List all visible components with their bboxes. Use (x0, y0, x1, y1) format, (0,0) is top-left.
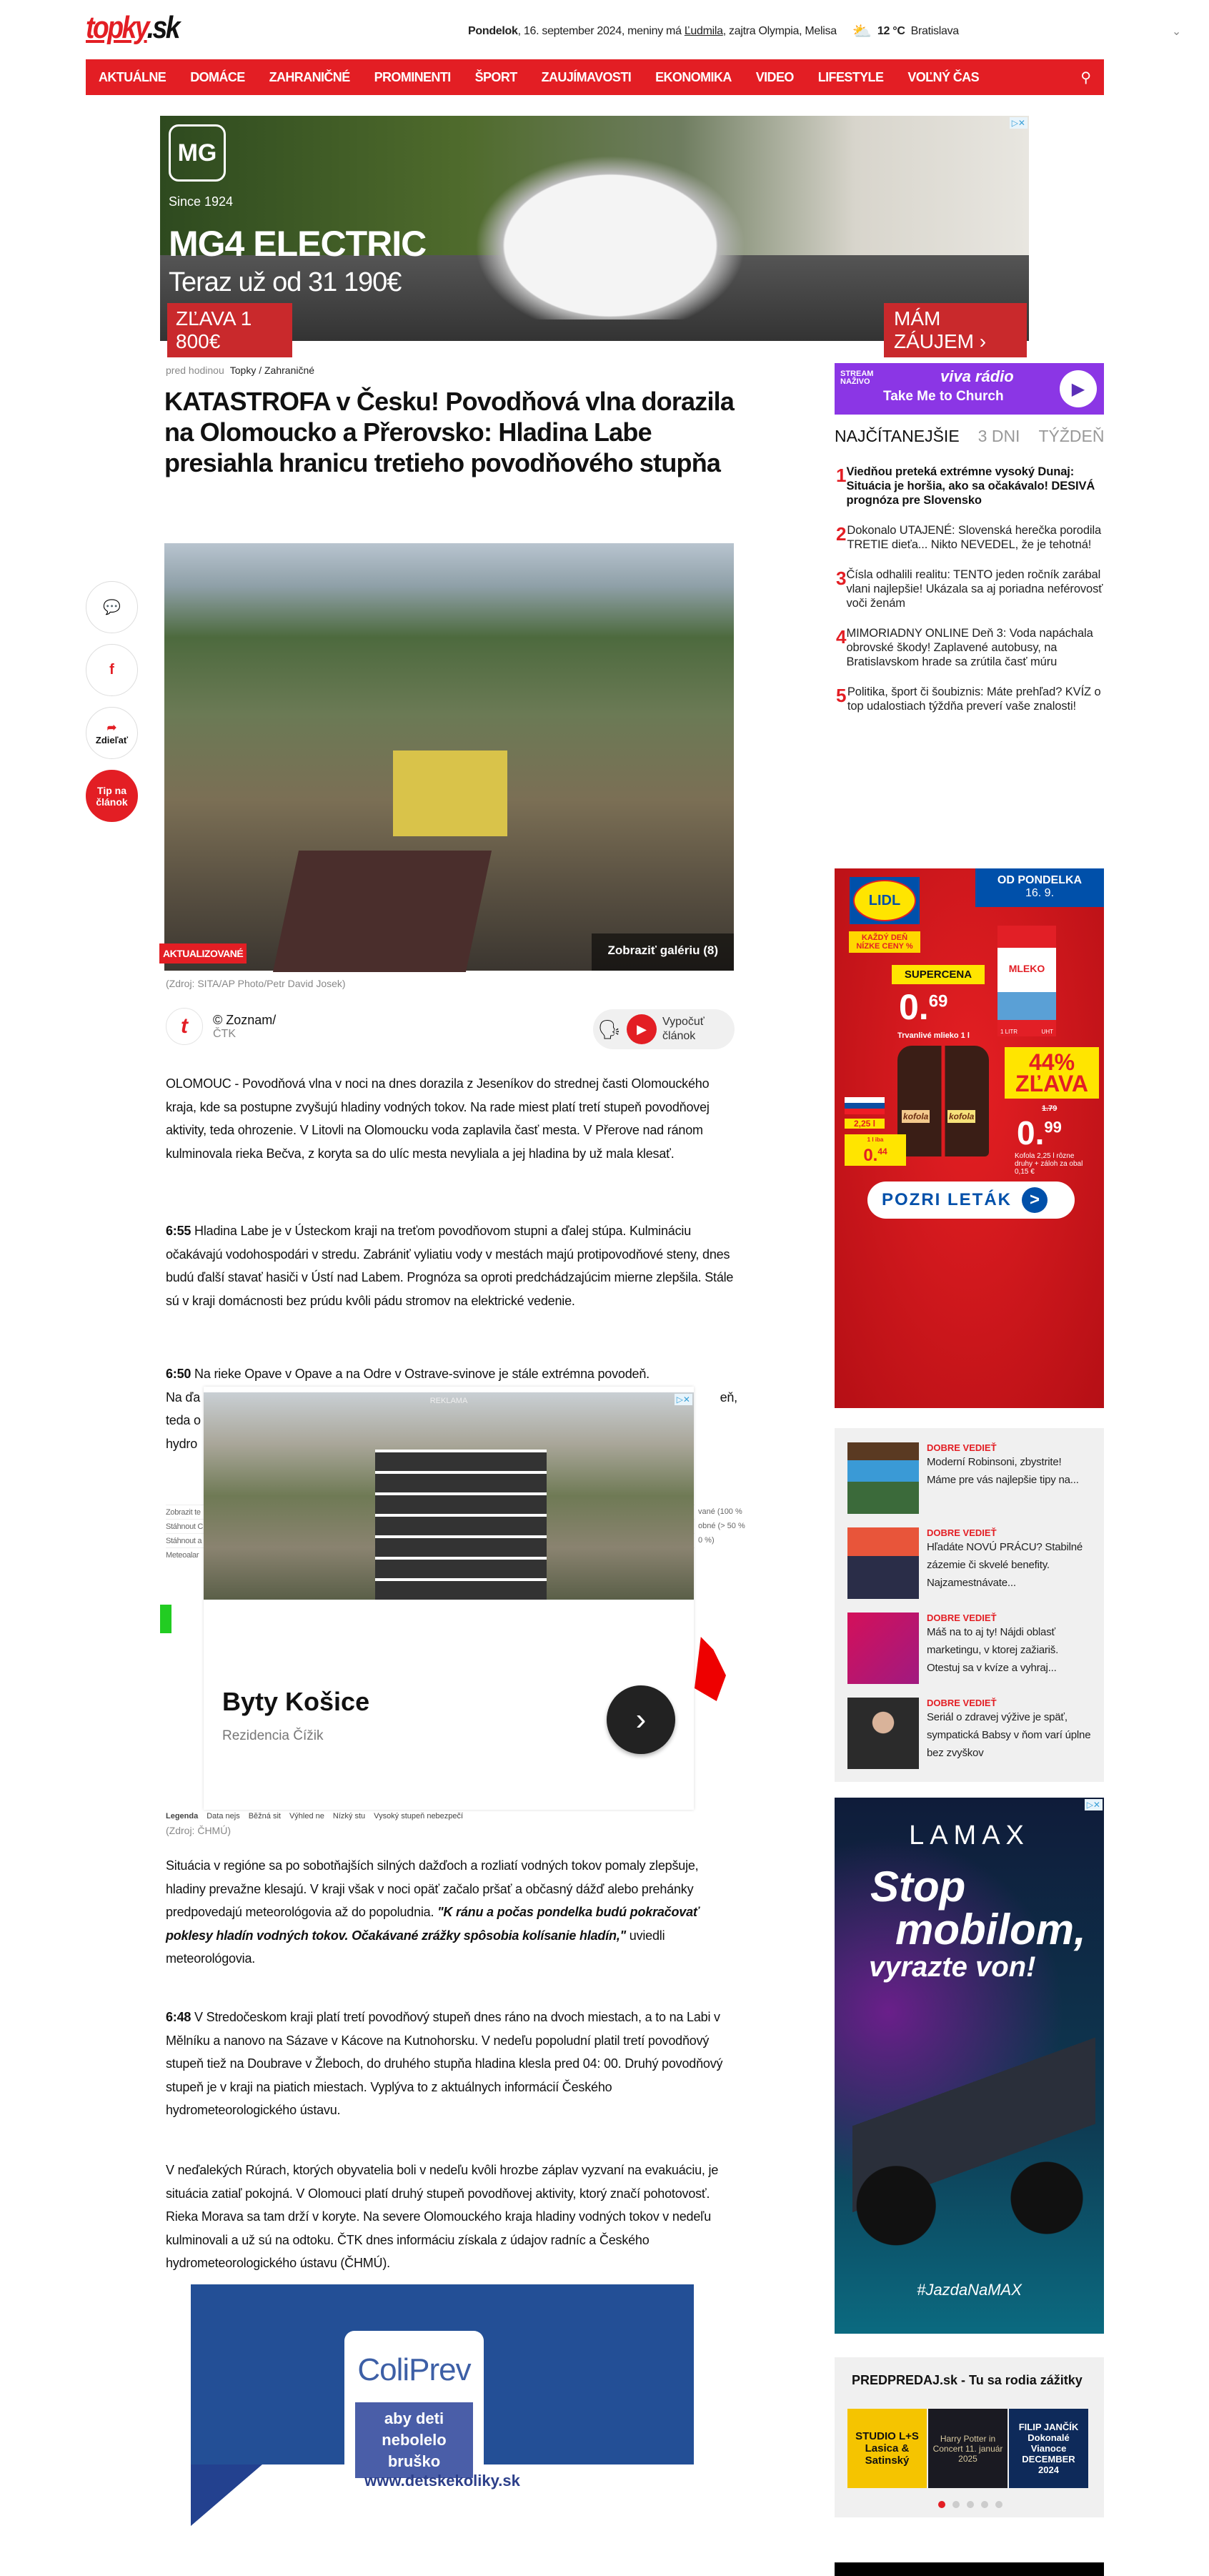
adchoices-close-icon[interactable]: ▷✕ (675, 1394, 692, 1405)
ad-brand: ColiPrev (357, 2352, 471, 2387)
ad-cta-button[interactable]: MÁM ZÁUJEM › (884, 303, 1027, 357)
price-milk (899, 986, 947, 1028)
nav-item-ekonomika[interactable]: EKONOMIKA (655, 69, 732, 84)
article-photo[interactable] (164, 543, 734, 971)
map-legend-text: vané (100 % (698, 1507, 742, 1516)
photo-house (393, 750, 507, 836)
speaking-head-icon: 🗣 (597, 1018, 622, 1040)
from-label: OD PONDELKA (997, 874, 1083, 886)
tip-label: Tip na článok (96, 784, 128, 808)
breadcrumb[interactable]: Topky / Zahraničné (229, 365, 315, 376)
map-link[interactable]: Stáhnout a (166, 1533, 695, 1545)
price-dec: 44 (877, 1146, 887, 1156)
carousel-dot[interactable] (938, 2501, 945, 2508)
legend-title: Legenda (166, 1812, 199, 1820)
ad-subline: Teraz už od 31 190€ (169, 267, 402, 297)
promo-thumbnail (847, 1698, 919, 1769)
milk-brand: MLEKO (1008, 963, 1045, 974)
quote: "K ránu a počas pondelka budú pokračovať poklesy hladín vodných tokov. Očakávané zrážky spôsobia kolísanie hladín," (166, 1905, 700, 1943)
lamax-ad[interactable] (835, 1798, 1104, 2334)
facebook-button[interactable] (86, 644, 138, 696)
nav-item-zaujimavosti[interactable]: ZAUJÍMAVOSTI (541, 69, 632, 84)
building (375, 1450, 547, 1600)
map-region-red (695, 1637, 726, 1701)
list-item[interactable] (835, 523, 1104, 552)
old-price: 1.79 (1042, 1104, 1058, 1113)
article-paragraph (166, 1219, 737, 1312)
price-dec: 99 (1044, 1118, 1062, 1136)
nav-item-zahranicne[interactable]: ZAHRANIČNÉ (269, 69, 350, 84)
headline-link[interactable]: Dokonalo UTAJENÉ: Slovenská herečka porodila TRETIE dieťa... Nikto NEVEDEL, že je tehotná! (847, 524, 1102, 551)
promo-title: Moderní Robinsoni, zbystrite! Máme pre vás najlepšie tipy na... (927, 1456, 1079, 1486)
per-liter-label: 1 l iba (867, 1136, 884, 1143)
adchoices-close-icon[interactable]: ▷✕ (1010, 117, 1028, 129)
partly-cloudy-icon: ⛅ (852, 22, 872, 40)
tomorrow-names: , zajtra Olympia, Melisa (722, 25, 837, 37)
paragraph-text: Hladina Labe je v Ústeckom kraji na treťom povodňovom stupni a ďalej stúpa. Kulmináciu očakávajú vodohospodári v stredu. Zabrániť vyliatiu vody v mestách majú protipovodňové steny, dnes budú ďalší stavať hasiči v Ústí nad Labem. Prognóza sa oproti predchádzajúcim mierne zlepšila. Stále sú v kraji domácnosti bez prúdu kvôli pádu stromov na elektrické vedenie. (166, 1224, 734, 1308)
carousel-dots (938, 2501, 1002, 2508)
promo-thumbnail (847, 1527, 919, 1599)
logo-part: top (86, 10, 122, 45)
promo-item[interactable] (847, 1442, 1091, 1514)
author-name: © Zoznam/ (213, 1012, 277, 1027)
carousel-dot[interactable] (967, 2501, 974, 2508)
widget-title[interactable]: PREDPREDAJ.sk - Tu sa rodia zážitky (852, 2373, 1083, 2387)
rank: 3 (836, 568, 847, 589)
nav-item-volny-cas[interactable]: VOĽNÝ ČAS (907, 69, 979, 84)
radio-brand: viva rádio (940, 367, 1014, 385)
nav-item-domace[interactable]: DOMÁCE (190, 69, 245, 84)
map-legend (166, 1812, 463, 1821)
play-icon: ▶ (627, 1014, 657, 1044)
published-time: pred hodinou (166, 365, 224, 376)
nav-item-lifestyle[interactable]: LIFESTYLE (817, 69, 884, 84)
chevron-down-icon[interactable]: ⌄ (1171, 26, 1181, 38)
discount-badge: 44% ZĽAVA (1005, 1047, 1099, 1099)
tab-najcitanejsie[interactable]: NAJČÍTANEJŠIE (835, 427, 960, 445)
paragraph-text: hydro (166, 1436, 198, 1451)
paragraph-text: Situácia v regióne sa po sobotňajších silných dažďoch a rozliatí vodných tokov pomaly zlepšuje, hladiny prevažne klesajú. V kraji však v noci opäť začalo pršať a občasný dážď alebo prehánky predpovedajú meteorológovia až do popoludnia. (166, 1858, 699, 1919)
map-link[interactable]: Meteoalar (166, 1547, 695, 1560)
headline-link[interactable]: MIMORIADNY ONLINE Deň 3: Voda napáchala obrovské škody! Zaplavené autobusy, na Bratislavskom hrade sa zrútila časť múru (846, 627, 1093, 668)
play-icon[interactable]: ▶ (1060, 370, 1097, 407)
mg-logo: MG (169, 124, 226, 182)
article-title: KATASTROFA v Česku! Povodňová vlna dorazila na Olomoucko a Přerovsko: Hladina Labe presiahla hranicu tretieho povodňového stupňa (164, 387, 735, 477)
product-name: Kofola 2,25 l rôzne druhy + záloh za obal 0,15 € (1015, 1152, 1083, 1176)
ad-title: Byty Košice (222, 1687, 370, 1716)
article-meta (166, 365, 314, 376)
city-select[interactable]: Bratislava (910, 25, 959, 37)
update-time: 6:48 (166, 2010, 191, 2024)
main-nav (86, 59, 1104, 95)
map-link[interactable]: Stáhnout C (166, 1519, 695, 1531)
ad-card (344, 2331, 484, 2470)
author-agency: ČTK (213, 1027, 236, 1040)
facebook-icon: f (109, 662, 114, 678)
promo-kicker: DOBRE VEDIEŤ (927, 1527, 997, 1538)
listen-label: Vypočuť článok (662, 1016, 705, 1042)
promo-item[interactable] (847, 1527, 1091, 1599)
rank: 4 (836, 626, 847, 648)
ad-headline: mobilom, (895, 1906, 1086, 1953)
nav-item-video[interactable]: VIDEO (755, 69, 794, 84)
ad-since: Since 1924 (169, 194, 234, 209)
ad-headline: MG4 ELECTRIC (169, 224, 427, 264)
mg-banner-ad[interactable] (160, 116, 1029, 352)
next-widget (835, 2562, 1104, 2576)
overlay-ad[interactable] (204, 1387, 694, 1810)
nameday-link[interactable]: Ľudmila (684, 25, 723, 37)
lidl-date-box (975, 868, 1104, 907)
tab-tyzden[interactable]: TÝŽDEŇ (1038, 427, 1105, 445)
comment-icon: 💬 (103, 600, 121, 615)
price-int: 0. (1017, 1114, 1045, 1151)
from-date: 16. 9. (1025, 887, 1055, 899)
coliprev-ad[interactable] (191, 2284, 694, 2527)
update-time: 6:50 (166, 1367, 191, 1381)
event-card[interactable]: Harry Potter in Concert 11. január 2025 (928, 2409, 1007, 2488)
paragraph-text: Na rieke Opave v Opave a na Odre v Ostrave-svinove je stále extrémna povodeň. (191, 1367, 650, 1381)
ad-headline: vyrazte von! (869, 1951, 1036, 1983)
article-paragraph: OLOMOUC - Povodňová vlna v noci na dnes dorazila z Jeseníkov do strednej časti Olomouckého kraja, kde sa postupne zvyšujú hladiny vodných tokov. Na rade miest platí tretí stupeň povodňovej aktivity, teda ohrozenie. V Litovli na Olomoucku voda zaplavila časť mesta. V Přerove nad ránom kulminovala rieka Bečva, z koryta sa do ulíc mesta nevyliala a jej hladina by už mala klesať. (166, 1076, 710, 1161)
tip-button[interactable] (86, 770, 138, 822)
date: , 16. september 2024, meniny má (517, 25, 685, 37)
site-logo[interactable] (86, 10, 179, 46)
photo-source: (Zdroj: SITA/AP Photo/Petr David Josek) (166, 978, 346, 989)
share-label: Zdieľať (95, 735, 129, 745)
map-link[interactable]: Zobrazit te (166, 1505, 695, 1517)
author-block (166, 1008, 276, 1045)
article-paragraph (166, 1854, 737, 1971)
promo-kicker: DOBRE VEDIEŤ (927, 1442, 997, 1453)
view-leaflet-button[interactable] (867, 1182, 1075, 1219)
bottle-label: kofola (903, 1111, 929, 1121)
share-button[interactable] (86, 707, 138, 759)
map-region-green (160, 1605, 171, 1633)
temperature: 12 °C (877, 25, 905, 37)
promo-thumbnail (847, 1442, 919, 1514)
legend-item: Vysoký stupeň nebezpečí (374, 1812, 464, 1820)
rank: 2 (836, 523, 847, 545)
ad-headline: Stop (870, 1863, 966, 1911)
lidl-ad[interactable] (835, 868, 1104, 1408)
carousel-dot[interactable] (995, 2501, 1002, 2508)
date-text (468, 25, 837, 38)
dobre-vediet-box (835, 1428, 1104, 1782)
photo-roof (273, 851, 492, 972)
ad-subtitle: Rezidencia Čížik (222, 1728, 324, 1743)
nav-item-aktualne[interactable]: AKTUÁLNE (99, 69, 166, 84)
price-int: 0. (863, 1146, 878, 1165)
carousel-dot[interactable] (952, 2501, 960, 2508)
bottle-label: kofola (949, 1111, 975, 1121)
promo-item[interactable] (847, 1613, 1091, 1684)
predpredaj-widget (835, 2357, 1104, 2517)
radio-player[interactable] (835, 363, 1104, 415)
paragraph-text: teda o (166, 1413, 201, 1427)
per-liter-price (845, 1134, 906, 1166)
ad-url[interactable]: www.detskekoliky.sk (364, 2472, 520, 2490)
logo-part: .sk (146, 10, 179, 45)
headline-link[interactable]: Politika, šport či šoubiznis: Máte prehľad? KVÍZ o top udalostiach týždňa preverí vaše znalosti! (847, 685, 1101, 713)
promo-kicker: DOBRE VEDIEŤ (927, 1698, 997, 1708)
milk-type: UHT (1041, 1029, 1053, 1035)
updated-badge: AKTUALIZOVANÉ (159, 943, 247, 963)
share-arrow-icon: ➦ (106, 722, 117, 734)
headline-link[interactable]: Čísla odhalili realitu: TENTO jeden ročník zarábal vlani najlepšie! Ukázala sa aj poriadna neférovosť voči ženám (846, 568, 1103, 610)
paragraph-text: V Stredočeskom kraji platí tretí povodňový stupeň dnes ráno na dvoch miestach, a to na Labi v Mělníku a nanovo na Sázave v Kácove na Kutnohorsku. V nedeľu popoludní platil tretí povodňový stupeň tiež na Doubrave v Žleboch, do druhého stupňa hladina klesla pred 04: 00. Druhý povodňový stupeň je v kraji na piatich miestach. Vyplýva to z aktuálnych informácií Českého hydrometeorologického ústavu. (166, 2010, 723, 2117)
paragraph-text: Na ďa (166, 1389, 201, 1405)
promo-kicker: DOBRE VEDIEŤ (927, 1613, 997, 1623)
author-avatar: t (166, 1008, 203, 1045)
supercena-label: SUPERCENA (892, 965, 985, 984)
map-legend-text: 0 %) (698, 1536, 715, 1545)
comments-button[interactable] (86, 581, 138, 633)
map-legend-text: obné (> 50 % (698, 1522, 745, 1530)
ad-car-image (474, 155, 746, 319)
promo-thumbnail (847, 1613, 919, 1684)
legend-item: Výhled ne (289, 1812, 324, 1820)
date-weather-bar (468, 22, 1181, 41)
most-read-list (835, 465, 1104, 729)
milk-carton-image (997, 926, 1056, 1036)
ad-brand: LAMAX (909, 1820, 1030, 1851)
list-item[interactable] (835, 626, 1104, 669)
share-rail (86, 581, 138, 822)
logo-part: ky (121, 10, 147, 45)
product-name: Trvanlivé mlieko 1 l (897, 1031, 970, 1040)
day: Pondelok (468, 25, 518, 37)
song-title: Take Me to Church (883, 389, 1004, 404)
ad-label: REKLAMA (429, 1397, 468, 1405)
list-item[interactable] (835, 685, 1104, 713)
headline-link[interactable]: Viedňou preteká extrémne vysoký Dunaj: Situácia je horšia, ako sa očakávalo! DESIVÁ prognóza pre Slovensko (846, 465, 1095, 507)
cta-label: POZRI LETÁK (882, 1190, 1012, 1209)
arrow-right-icon: > (1022, 1187, 1048, 1213)
kofola-bottles-image (897, 1046, 989, 1156)
ad-building-image (204, 1392, 694, 1600)
volume-badge: 2,25 l (845, 1119, 885, 1129)
live-label: STREAM NAŽIVO (840, 370, 874, 386)
legend-item: Běžná sit (248, 1812, 281, 1820)
gallery-button[interactable]: Zobraziť galériu (8) (592, 933, 734, 971)
rank: 1 (836, 465, 847, 486)
update-time: 6:55 (166, 1224, 191, 1238)
price-dec: 69 (928, 991, 948, 1011)
event-card[interactable]: STUDIO L+S Lasica & Satinský (847, 2409, 927, 2488)
list-item[interactable] (835, 568, 1104, 610)
lidl-logo-text: LIDL (853, 880, 916, 921)
promo-item[interactable] (847, 1698, 1091, 1769)
slovak-flag-icon (845, 1097, 885, 1114)
carousel-dot[interactable] (981, 2501, 988, 2508)
tab-3-dni[interactable]: 3 DNI (977, 427, 1020, 445)
chevron-right-icon[interactable]: › (607, 1685, 675, 1754)
price-kofola (1017, 1114, 1062, 1152)
search-icon[interactable]: ⚲ (1080, 70, 1091, 86)
event-card[interactable]: FILIP JANČÍK Dokonalé Vianoce DECEMBER 2024 (1009, 2409, 1088, 2488)
motorbike-image (852, 2005, 1095, 2262)
legend-item: Nízký stu (332, 1812, 366, 1820)
paragraph-text: eň, (720, 1389, 737, 1405)
most-read-tabs (835, 427, 1104, 446)
article-paragraph: V neďalekých Rúrach, ktorých obyvatelia boli v nedeľu kvôli hrozbe záplav vyzvaní na evakuáciu, je situácia zatiaľ pokojná. V Olomouci platí druhý stupeň povodňovej aktivity, ktorý značí pohotovosť. Rieka Morava sa tam drží v koryte. Na severe Olomouckého kraja hladiny vodných tokov v nedeľu kulminovali a už sú na odtoku. ČTK dnes informáciu získala z údajov radníc a Českého hydrometeorologického ústavu (ČHMÚ). (166, 2163, 719, 2270)
everyday-badge: KAŽDÝ DEŇ NÍZKE CENY % (849, 931, 920, 953)
article-paragraph (166, 2006, 737, 2122)
promo-title: Máš na to aj ty! Nájdi oblasť marketingu, v ktorej zažiariš. Otestuj sa v kvíze a vyhraj... (927, 1626, 1059, 1674)
nav-item-sport[interactable]: ŠPORT (474, 69, 517, 84)
nav-item-prominenti[interactable]: PROMINENTI (374, 69, 451, 84)
list-item[interactable] (835, 465, 1104, 507)
ad-tagline: aby deti nebolelo bruško (355, 2402, 473, 2478)
ad-hashtag: #JazdaNaMAX (917, 2281, 1022, 2299)
milk-volume: 1 LITR (1000, 1029, 1018, 1035)
paragraph-text: uviedli meteorológovia. (166, 1928, 665, 1966)
listen-article-button[interactable] (593, 1009, 735, 1049)
promo-title: Hľadáte NOVÚ PRÁCU? Stabilné zázemie či skvelé benefity. Najzamestnávate... (927, 1541, 1083, 1589)
legend-item: Data nejs (207, 1812, 240, 1820)
rank: 5 (836, 685, 847, 706)
lidl-logo (850, 877, 920, 924)
price-int: 0. (899, 987, 929, 1027)
map-source: (Zdroj: ČHMÚ) (166, 1825, 231, 1836)
ad-discount: ZĽAVA 1 800€ (167, 303, 292, 357)
promo-title: Seriál o zdravej výžive je späť, sympatická Babsy v ňom varí úplne bez zvyškov (927, 1711, 1091, 1759)
adchoices-close-icon[interactable]: ▷✕ (1085, 1799, 1103, 1810)
